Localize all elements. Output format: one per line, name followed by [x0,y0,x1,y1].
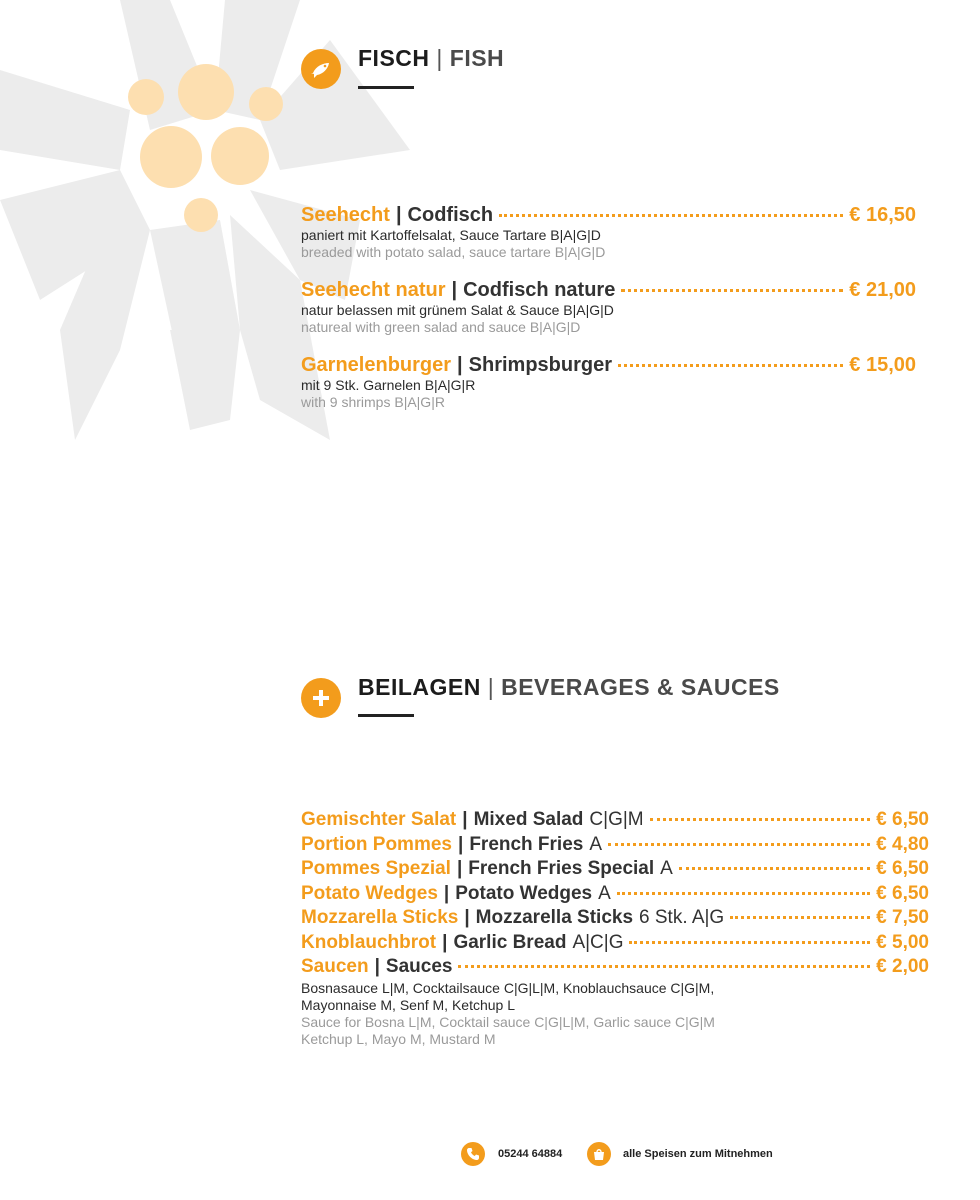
menu-row: Knoblauchbrot | Garlic Bread A|C|G € 5,00 [301,931,929,956]
dish-name-de: Potato Wedges [301,882,438,904]
menu-row: Saucen | Sauces € 2,00 [301,955,929,980]
dish-name-en: Sauces [385,956,453,977]
section-title-en: BEVERAGES & SAUCES [501,674,780,700]
dish-price: € 4,80 [876,833,929,855]
section-title-de: BEILAGEN [358,674,481,700]
dish-price: € 16,50 [849,204,916,226]
allergen-codes: 6 Stk. A|G [639,907,725,928]
dot-leader [608,843,870,846]
dish-name-de: Garnelenburger [301,354,452,376]
section-underline [358,714,414,717]
menu-row: Potato Wedges | Potato Wedges A € 6,50 [301,882,929,907]
dish-name-en: Mozzarella Sticks [475,907,634,928]
dot-leader [618,364,843,367]
phone-icon [461,1142,485,1166]
dish-description-en: natureal with green salad and sauce B|A|G|D [301,319,581,335]
fish-item [301,279,916,336]
allergen-codes: A [660,858,673,879]
dish-name-de: Seehecht natur [301,279,446,301]
allergen-codes: A [589,833,603,855]
dish-price: € 6,50 [876,858,929,879]
sides-section-title [358,674,780,701]
dish-description-de: natur belassen mit grünem Salat & Sauce B|A|G|D [301,302,614,318]
menu-row: Gemischter Salat | Mixed Salad C|G|M € 6,50 [301,808,929,833]
menu-row: Mozzarella Sticks | Mozzarella Sticks 6 Stk. A|G € 7,50 [301,906,929,931]
dish-price: € 7,50 [876,907,929,928]
dot-leader [679,867,870,870]
menu-row: Seehecht natur | Codfisch nature € 21,00 [301,279,916,301]
footer-takeaway [587,1142,773,1166]
menu-row: Garnelenburger | Shrimpsburger € 15,00 [301,354,916,376]
footer-phone [461,1142,562,1166]
dish-price: € 15,00 [849,354,916,376]
dish-price: € 6,50 [876,809,929,830]
title-separator: | [487,674,495,700]
dot-leader [617,892,870,895]
dish-description-de: paniert mit Kartoffelsalat, Sauce Tartare B|A|G|D [301,227,601,243]
dish-name-de: Pommes Spezial [301,858,451,879]
section-underline [358,86,414,89]
dish-description-en: with 9 shrimps B|A|G|R [301,394,445,410]
dish-price: € 5,00 [876,931,929,953]
plus-icon [311,688,331,708]
dish-price: € 6,50 [876,882,929,904]
dot-leader [730,916,870,919]
dot-leader [499,214,843,217]
section-title-de: FISCH [358,45,430,71]
dish-name-en: Garlic Bread [453,931,567,953]
dot-leader [458,965,870,968]
fish-item [301,204,916,261]
dish-name-en: French Fries Special [468,858,655,879]
dish-name-en: Mixed Salad [473,809,584,830]
fish-item [301,354,916,411]
dish-name-en: Shrimpsburger [468,354,613,376]
dish-name-de: Knoblauchbrot [301,931,437,953]
dish-name-en: Codfisch nature [463,279,616,301]
takeaway-text: alle Speisen zum Mitnehmen [623,1148,773,1160]
fish-section-icon [301,49,341,89]
phone-number[interactable]: 05244 64884 [498,1148,563,1160]
allergen-codes: A [598,882,611,904]
dish-name-de: Portion Pommes [301,833,452,855]
dish-name-de: Saucen [301,956,369,977]
sauces-description-en: Sauce for Bosna L|M, Cocktail sauce C|G|L|M, Garlic sauce C|G|M [301,1013,715,1030]
dish-name-de: Mozzarella Sticks [301,907,459,928]
dish-name-en: French Fries [469,833,584,855]
sauces-description-de: Bosnasauce L|M, Cocktailsauce C|G|L|M, Knoblauchsauce C|G|M, [301,979,715,996]
dish-description-de: mit 9 Stk. Garnelen B|A|G|R [301,377,476,393]
menu-row: Seehecht | Codfisch € 16,50 [301,204,916,226]
sauces-description-en: Ketchup L, Mayo M, Mustard M [301,1030,496,1047]
dish-price: € 2,00 [876,956,929,977]
dish-name-en: Codfisch [407,204,494,226]
allergen-codes: C|G|M [589,809,644,830]
sauces-description-de: Mayonnaise M, Senf M, Ketchup L [301,996,515,1013]
title-separator: | [436,45,443,71]
dot-leader [629,941,870,944]
fish-icon [309,57,333,81]
sides-section-icon [301,678,341,718]
dish-description-en: breaded with potato salad, sauce tartare B|A|G|D [301,244,606,260]
dish-name-de: Seehecht [301,204,390,226]
menu-row: Pommes Spezial | French Fries Special A € 6,50 [301,857,929,882]
dot-leader [621,289,843,292]
dish-price: € 21,00 [849,279,916,301]
fish-section-title [358,45,504,72]
takeaway-bag-icon [587,1142,611,1166]
allergen-codes: A|C|G [572,931,624,953]
dish-name-de: Gemischter Salat [301,809,457,830]
sides-list [301,808,929,1048]
dot-leader [650,818,871,821]
menu-row: Portion Pommes | French Fries A € 4,80 [301,833,929,858]
dish-name-en: Potato Wedges [455,882,593,904]
section-title-en: FISH [449,45,505,71]
